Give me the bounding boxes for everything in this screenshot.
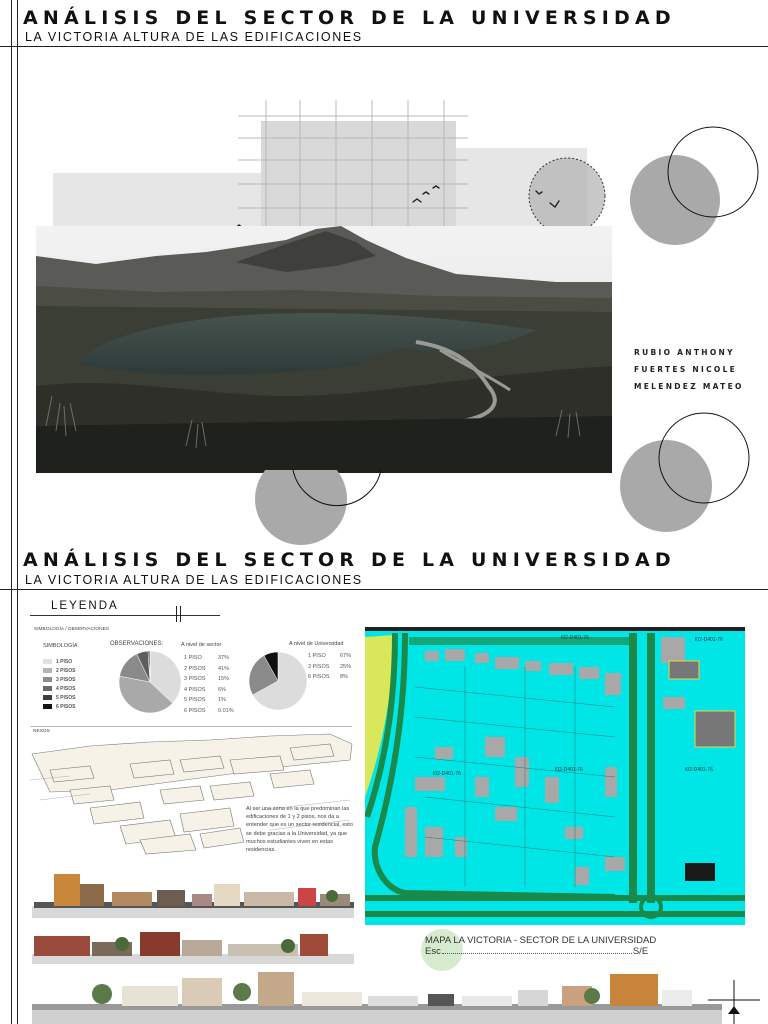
pie1-row: [184, 695, 234, 706]
pie2-title: A nivel de Universidad: [289, 641, 344, 647]
svg-text:I02-D401-76: I02-D401-76: [433, 771, 461, 777]
nexos-label: NEXOS: [33, 729, 50, 734]
pie1-value: 15%: [218, 676, 230, 682]
pie1-row: [184, 653, 234, 664]
symbol-label: 4 PISOS: [56, 685, 76, 692]
pie1-value: 6%: [218, 686, 226, 693]
street-elevation-1: [32, 872, 354, 918]
pie1-category: 4 PISOS: [184, 686, 206, 693]
pie2-category: 1 PISO: [308, 653, 326, 659]
pie2-row: [308, 662, 351, 673]
pie1-category: 1 PISO: [184, 655, 202, 661]
symbol-row: [43, 702, 75, 711]
nexos-rule: [30, 726, 352, 727]
map-title: MAPA LA VICTORIA - SECTOR DE LA UNIVERSIDAD: [425, 935, 657, 946]
analysis-caption: Al ser una zona en la que predominan las edificaciones de 1 y 2 pisos, nos da a entender que es un sector residencial, esto se debe gracias a la Universidad, ya que muchos estudiantes viven en estas residencias.: [246, 806, 353, 854]
legend-title: LEYENDA: [51, 600, 119, 612]
map-la-victoria: [365, 627, 745, 925]
pie1-row: [184, 664, 234, 675]
header-rule-top: [0, 46, 768, 47]
observaciones-label: OBSERVACIONES:: [110, 641, 164, 647]
header-rule-mid: [0, 589, 768, 590]
page-subtitle: LA VICTORIA ALTURA DE LAS EDIFICACIONES: [25, 30, 363, 44]
pie-chart-universidad: [248, 651, 308, 711]
street-elevation-3: [32, 970, 722, 1024]
street-elevation-2: [32, 930, 354, 964]
symbol-swatch: [43, 659, 52, 664]
svg-text:I02-D401-76: I02-D401-76: [555, 767, 583, 773]
pie1-category: 5 PISOS: [184, 697, 206, 703]
pie1-category: 6 PISOS: [184, 707, 206, 714]
svg-text:I02-D401-76: I02-D401-76: [561, 635, 589, 641]
symbol-label: 3 PISOS: [56, 676, 76, 683]
symbol-swatch: [43, 677, 52, 682]
symbol-swatch: [43, 695, 52, 700]
pie2-category: 6 PISOS: [308, 674, 330, 680]
pie1-row: [184, 685, 234, 696]
authors-list: [634, 344, 744, 395]
pie1-title: A nivel de sector: [181, 642, 222, 648]
pie2-row: [308, 672, 351, 683]
symbol-row: [43, 666, 75, 675]
symbol-list: [43, 657, 75, 711]
pie1-value: 0.01%: [218, 707, 234, 714]
map-scale-value: S/E: [632, 946, 649, 957]
symbol-row: [43, 684, 75, 693]
symbol-label: 6 PISOS: [56, 703, 76, 710]
section-subtitle: LA VICTORIA ALTURA DE LAS EDIFICACIONES: [25, 573, 363, 587]
section-title: ANÁLISIS DEL SECTOR DE LA UNIVERSIDAD: [23, 549, 676, 571]
pie1-value: 1%: [218, 697, 226, 703]
symbol-row: [43, 657, 75, 666]
landscape-photo: [36, 226, 612, 473]
map-scale-dots: [442, 946, 632, 954]
symbol-label: 5 PISOS: [56, 694, 76, 701]
legend-small-header: SIMBOLOGÍA / OBSERVACIONES: [34, 627, 109, 632]
symbol-swatch: [43, 668, 52, 673]
symbol-row: [43, 693, 75, 702]
frame-left-line-1: [11, 0, 12, 1024]
pie1-values: [184, 653, 234, 716]
symbol-swatch: [43, 704, 52, 709]
pie2-value: 25%: [340, 663, 352, 670]
circle-pair-right: [618, 410, 753, 535]
pie1-category: 2 PISOS: [184, 665, 206, 672]
pie-chart-sector: [118, 650, 182, 714]
circle-pair-top: [628, 125, 760, 247]
map-scale-prefix: Esc: [425, 946, 441, 957]
svg-text:I02-D401-76: I02-D401-76: [685, 767, 713, 773]
page-title: ANÁLISIS DEL SECTOR DE LA UNIVERSIDAD: [23, 7, 676, 29]
simbologia-label: SIMBOLOGÍA: [43, 643, 78, 649]
symbol-label: 2 PISOS: [56, 667, 76, 674]
pie2-row: [308, 651, 351, 662]
author-3: MELENDEZ MATEO: [634, 382, 744, 391]
pie1-value: 41%: [218, 665, 230, 672]
symbol-swatch: [43, 686, 52, 691]
north-arrow-icon: [708, 980, 760, 1024]
frame-left-line-2: [17, 0, 18, 1024]
legend-tick-1: [176, 606, 177, 622]
svg-text:I02-D401-76: I02-D401-76: [695, 637, 723, 643]
author-2: FUERTES NICOLE: [634, 365, 738, 374]
symbol-label: 1 PISO: [56, 658, 73, 665]
map-caption: [425, 935, 656, 957]
pie1-category: 3 PISOS: [184, 676, 206, 682]
pie2-value: 8%: [340, 674, 348, 680]
pie2-value: 67%: [340, 653, 352, 659]
pie1-row: [184, 706, 234, 717]
pie1-row: [184, 674, 234, 685]
map-scale: [425, 946, 656, 957]
pie2-category: 3 PISOS: [308, 663, 330, 670]
pie1-value: 37%: [218, 655, 230, 661]
pie2-values: [308, 651, 351, 683]
circle-pair-bottom: [253, 470, 388, 545]
legend-tick-2: [180, 606, 181, 622]
legend-underline: [30, 615, 220, 616]
author-1: RUBIO ANTHONY: [634, 348, 735, 357]
symbol-row: [43, 675, 75, 684]
bird-circle: [526, 155, 608, 237]
